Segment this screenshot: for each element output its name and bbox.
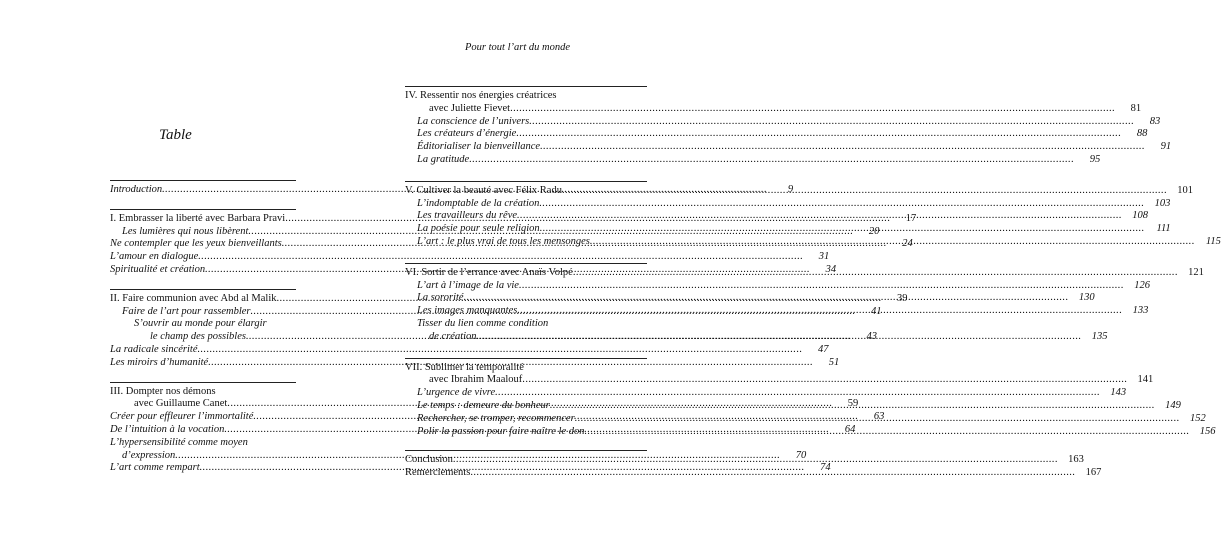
- toc-entry[interactable]: [405, 197, 1171, 211]
- entry-page: 133: [1132, 305, 1149, 317]
- section-heading: II. Faire communion avec Abd al Malik: [110, 292, 277, 304]
- entry-label: L’amour en dialogue: [110, 251, 199, 263]
- entry-page: 9: [787, 184, 794, 195]
- toc-entry-line1[interactable]: [110, 318, 296, 331]
- entry-label: Les lumières qui nous libèrent: [122, 225, 249, 237]
- entry-label: De l’intuition à la vocation: [110, 423, 225, 435]
- entry-page: 83: [1149, 115, 1161, 127]
- toc-entry[interactable]: [405, 128, 1148, 141]
- entry-label: Le temps : demeure du bonheur: [417, 399, 550, 411]
- entry-label: La poésie pour seule religion: [417, 223, 540, 235]
- entry-label: S’ouvrir au monde pour élargir: [134, 318, 267, 330]
- entry-page: 126: [1134, 279, 1150, 291]
- entry-page: 91: [1160, 141, 1172, 153]
- entry-label: Les miroirs d’humanité: [110, 356, 209, 368]
- divider: [405, 358, 647, 359]
- toc-section-7-line2[interactable]: [405, 374, 1154, 387]
- toc-entry[interactable]: [405, 153, 1101, 167]
- section-heading: VII. Sublimer la temporalité: [405, 361, 524, 373]
- section-heading: I. Embrasser la liberté avec Barbara Pravi: [110, 212, 286, 224]
- entry-page: 156: [1199, 425, 1216, 437]
- entry-page: 47: [818, 343, 829, 355]
- entry-label: L’art comme rempart: [110, 462, 200, 474]
- entry-label: L’indomptable de la création: [417, 197, 540, 209]
- divider: [405, 450, 647, 451]
- divider: [110, 289, 296, 290]
- entry-page: 31: [818, 251, 830, 263]
- divider: [405, 263, 647, 264]
- entry-page: 59: [847, 398, 859, 410]
- entry-label: Ne contempler que les yeux bienveillants: [110, 238, 282, 250]
- entry-label: d’expression: [122, 449, 176, 461]
- entry-page: 167: [1085, 467, 1102, 479]
- entry-page: 70: [795, 449, 807, 461]
- entry-label: Faire de l’art pour rassembler: [122, 305, 251, 317]
- entry-label: Introduction: [110, 184, 163, 195]
- toc-section-4-line2[interactable]: [405, 102, 1142, 116]
- entry-label: Spiritualité et création: [110, 263, 206, 275]
- toc-entry-line1[interactable]: [405, 318, 647, 331]
- divider: [110, 382, 296, 383]
- section-heading: avec Juliette Fievet: [429, 102, 511, 114]
- entry-page: 64: [844, 423, 856, 435]
- entry-page: 130: [1078, 292, 1095, 304]
- entry-label: Éditorialiser la bienveillance: [417, 141, 541, 153]
- section-heading: IV. Ressentir nos énergies créatrices: [405, 90, 557, 101]
- entry-label: L’art : le plus vrai de tous les mensonges: [417, 235, 590, 247]
- entry-label: La sororité: [417, 292, 464, 304]
- entry-label: La gratitude: [417, 153, 470, 165]
- entry-page: 24: [902, 238, 913, 250]
- entry-page: 111: [1156, 223, 1171, 235]
- toc-section-3-line1[interactable]: [110, 386, 296, 399]
- toc-section-4-line1[interactable]: [405, 90, 647, 103]
- page-title: Table: [159, 127, 192, 143]
- entry-page: 39: [897, 292, 908, 304]
- entry-label: Les images manquantes: [417, 305, 518, 317]
- entry-label: Créer pour effleurer l’immortalité: [110, 411, 254, 423]
- entry-label: Les travailleurs du rêve: [417, 210, 518, 222]
- toc-entry[interactable]: [405, 279, 1150, 293]
- toc-entry[interactable]: [110, 343, 829, 357]
- entry-label: L’art à l’image de la vie: [417, 279, 519, 291]
- section-heading: VI. Sortir de l’errance avec Anaïs Volpé: [405, 266, 573, 278]
- entry-page: 41: [871, 305, 882, 317]
- entry-label: La radicale sincérité: [110, 343, 198, 355]
- divider: [405, 181, 647, 182]
- entry-page: 51: [828, 356, 840, 368]
- entry-label: Tisser du lien comme condition: [417, 317, 549, 329]
- section-heading: avec Ibrahim Maalouf: [429, 374, 523, 386]
- divider: [405, 86, 647, 87]
- divider: [110, 209, 296, 210]
- entry-page: 103: [1154, 197, 1171, 209]
- toc-entry[interactable]: [405, 141, 1172, 154]
- entry-page: 143: [1110, 387, 1127, 399]
- entry-label: le champ des possibles: [150, 331, 246, 343]
- entry-page: 17: [905, 212, 917, 224]
- entry-page: 63: [873, 411, 885, 423]
- entry-page: 163: [1068, 454, 1084, 466]
- entry-page: 152: [1190, 412, 1206, 424]
- entry-page: 34: [825, 263, 837, 275]
- entry-label: Les créateurs d’énergie: [417, 128, 517, 140]
- entry-label: Conclusion: [405, 454, 453, 466]
- entry-page: 95: [1089, 153, 1101, 165]
- toc-entry-line1[interactable]: [110, 437, 296, 450]
- entry-label: L’urgence de vivre: [417, 387, 496, 399]
- entry-page: 20: [868, 225, 880, 237]
- entry-label: L’hypersensibilité comme moyen: [110, 436, 248, 448]
- entry-page: 108: [1132, 210, 1149, 222]
- running-header: Pour tout l’art du monde: [465, 42, 570, 53]
- entry-page: 101: [1177, 184, 1193, 196]
- entry-page: 81: [1130, 102, 1142, 114]
- toc-section-5[interactable]: [405, 184, 1193, 198]
- toc-entry[interactable]: [110, 251, 830, 264]
- section-heading: III. Dompter nos démons: [110, 385, 216, 397]
- section-heading: avec Guillaume Canet: [134, 398, 228, 410]
- section-heading: V. Cultiver la beauté avec Félix Radu: [405, 184, 562, 196]
- entry-page: 74: [820, 462, 831, 474]
- divider: [110, 180, 296, 181]
- toc-entry[interactable]: [405, 115, 1161, 129]
- entry-page: 135: [1091, 330, 1108, 342]
- entry-page: 88: [1136, 128, 1148, 140]
- entry-page: 121: [1188, 266, 1204, 278]
- entry-label: Rechercher, se tromper, recommencer: [417, 412, 575, 424]
- entry-page: 43: [866, 331, 877, 343]
- entry-label: de création: [429, 330, 477, 342]
- entry-label: La conscience de l’univers: [417, 115, 530, 127]
- entry-label: Remerciements: [405, 467, 471, 479]
- entry-page: 149: [1165, 399, 1181, 411]
- toc-section-7-line1[interactable]: [405, 362, 647, 375]
- entry-page: 115: [1205, 235, 1221, 247]
- entry-page: 141: [1137, 374, 1154, 386]
- toc-entry[interactable]: [405, 387, 1127, 400]
- entry-label: Polir la passion pour faire naître le don: [417, 425, 585, 437]
